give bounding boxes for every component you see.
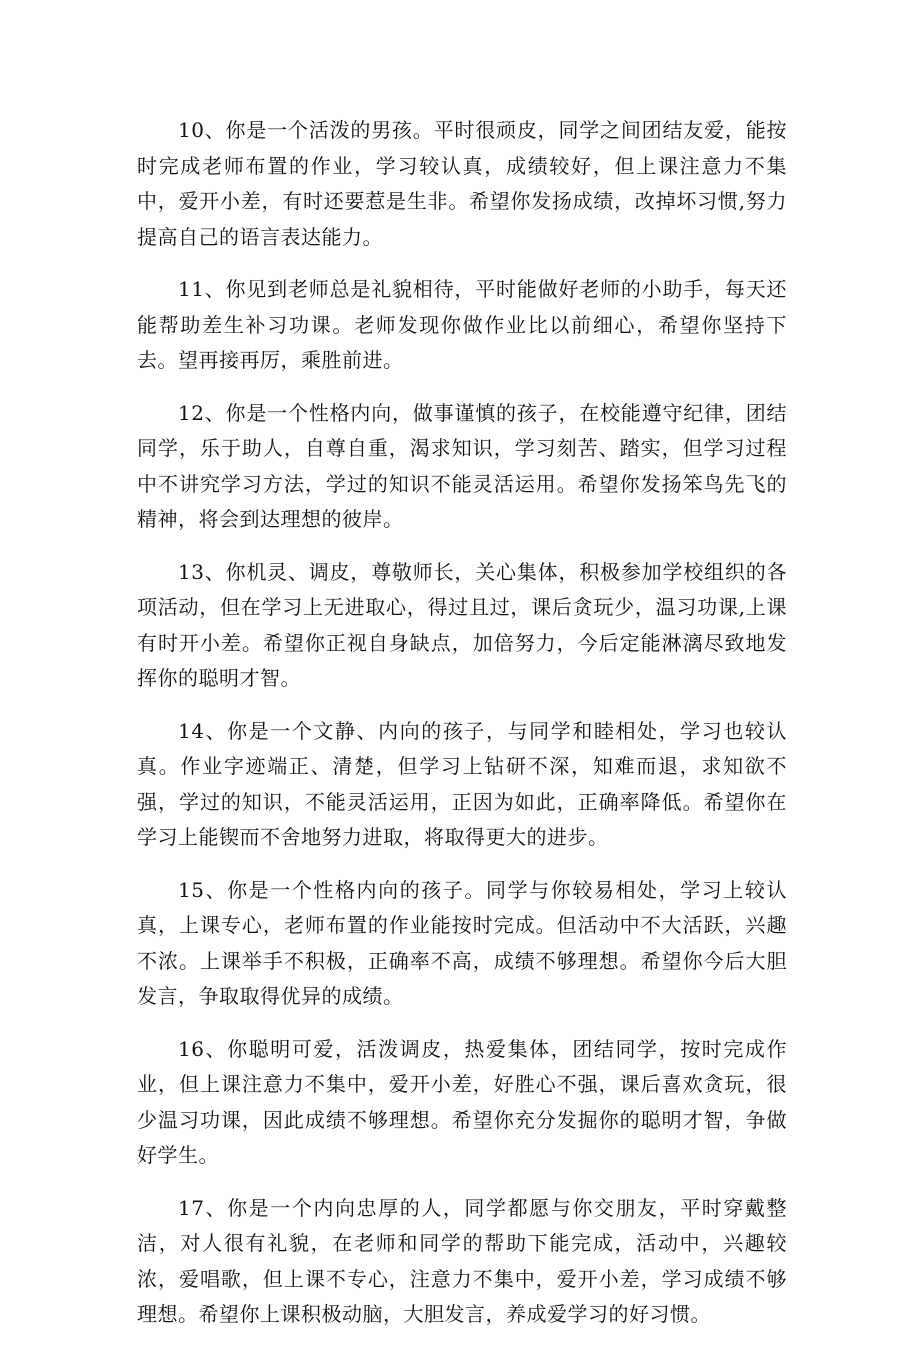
comment-paragraph-12: 12、你是一个性格内向，做事谨慎的孩子，在校能遵守纪律，团结同学，乐于助人，自尊自重，渴求知识，学习刻苦、踏实，但学习过程中不讲究学习方法，学过的知识不能灵活运用。希望你发扬笨鸟先飞的精神，将会到达理想的彼岸。 bbox=[137, 400, 787, 531]
comment-paragraph-15: 15、你是一个性格内向的孩子。同学与你较易相处，学习上较认真，上课专心，老师布置的作业能按时完成。但活动中不大活跃，兴趣不浓。上课举手不积极，正确率不高，成绩不够理想。希望你今后大胆发言，争取取得优异的成绩。 bbox=[137, 877, 787, 1008]
comment-paragraph-13: 13、你机灵、调皮，尊敬师长，关心集体，积极参加学校组织的各项活动，但在学习上无进取心，得过且过，课后贪玩少，温习功课,上课有时开小差。希望你正视自身缺点，加倍努力，今后定能淋漓尽致地发挥你的聪明才智。 bbox=[137, 559, 787, 690]
document-body bbox=[137, 113, 787, 1350]
comment-paragraph-11: 11、你见到老师总是礼貌相待，平时能做好老师的小助手，每天还能帮助差生补习功课。老师发现你做作业比以前细心，希望你坚持下去。望再接再厉，乘胜前进。 bbox=[137, 277, 787, 372]
comment-paragraph-16: 16、你聪明可爱，活泼调皮，热爱集体，团结同学，按时完成作业，但上课注意力不集中，爱开小差，好胜心不强，课后喜欢贪玩，很少温习功课，因此成绩不够理想。希望你充分发掘你的聪明才智，争做好学生。 bbox=[137, 1036, 787, 1167]
comment-paragraph-10: 10、你是一个活泼的男孩。平时很顽皮，同学之间团结友爱，能按时完成老师布置的作业，学习较认真，成绩较好，但上课注意力不集中，爱开小差，有时还要惹是生非。希望你发扬成绩，改掉坏习惯,努力提高自己的语言表达能力。 bbox=[137, 118, 787, 249]
comment-paragraph-14: 14、你是一个文静、内向的孩子，与同学和睦相处，学习也较认真。作业字迹端正、清楚，但学习上钻研不深，知难而退，求知欲不强，学过的知识，不能灵活运用，正因为如此，正确率降低。希望你在学习上能锲而不舍地努力进取，将取得更大的进步。 bbox=[137, 718, 787, 849]
comment-paragraph-17: 17、你是一个内向忠厚的人，同学都愿与你交朋友，平时穿戴整洁，对人很有礼貌，在老师和同学的帮助下能完成，活动中，兴趣较浓，爱唱歌，但上课不专心，注意力不集中，爱开小差，学习成绩不够理想。希望你上课积极动脑，大胆发言，养成爱学习的好习惯。 bbox=[137, 1195, 787, 1326]
